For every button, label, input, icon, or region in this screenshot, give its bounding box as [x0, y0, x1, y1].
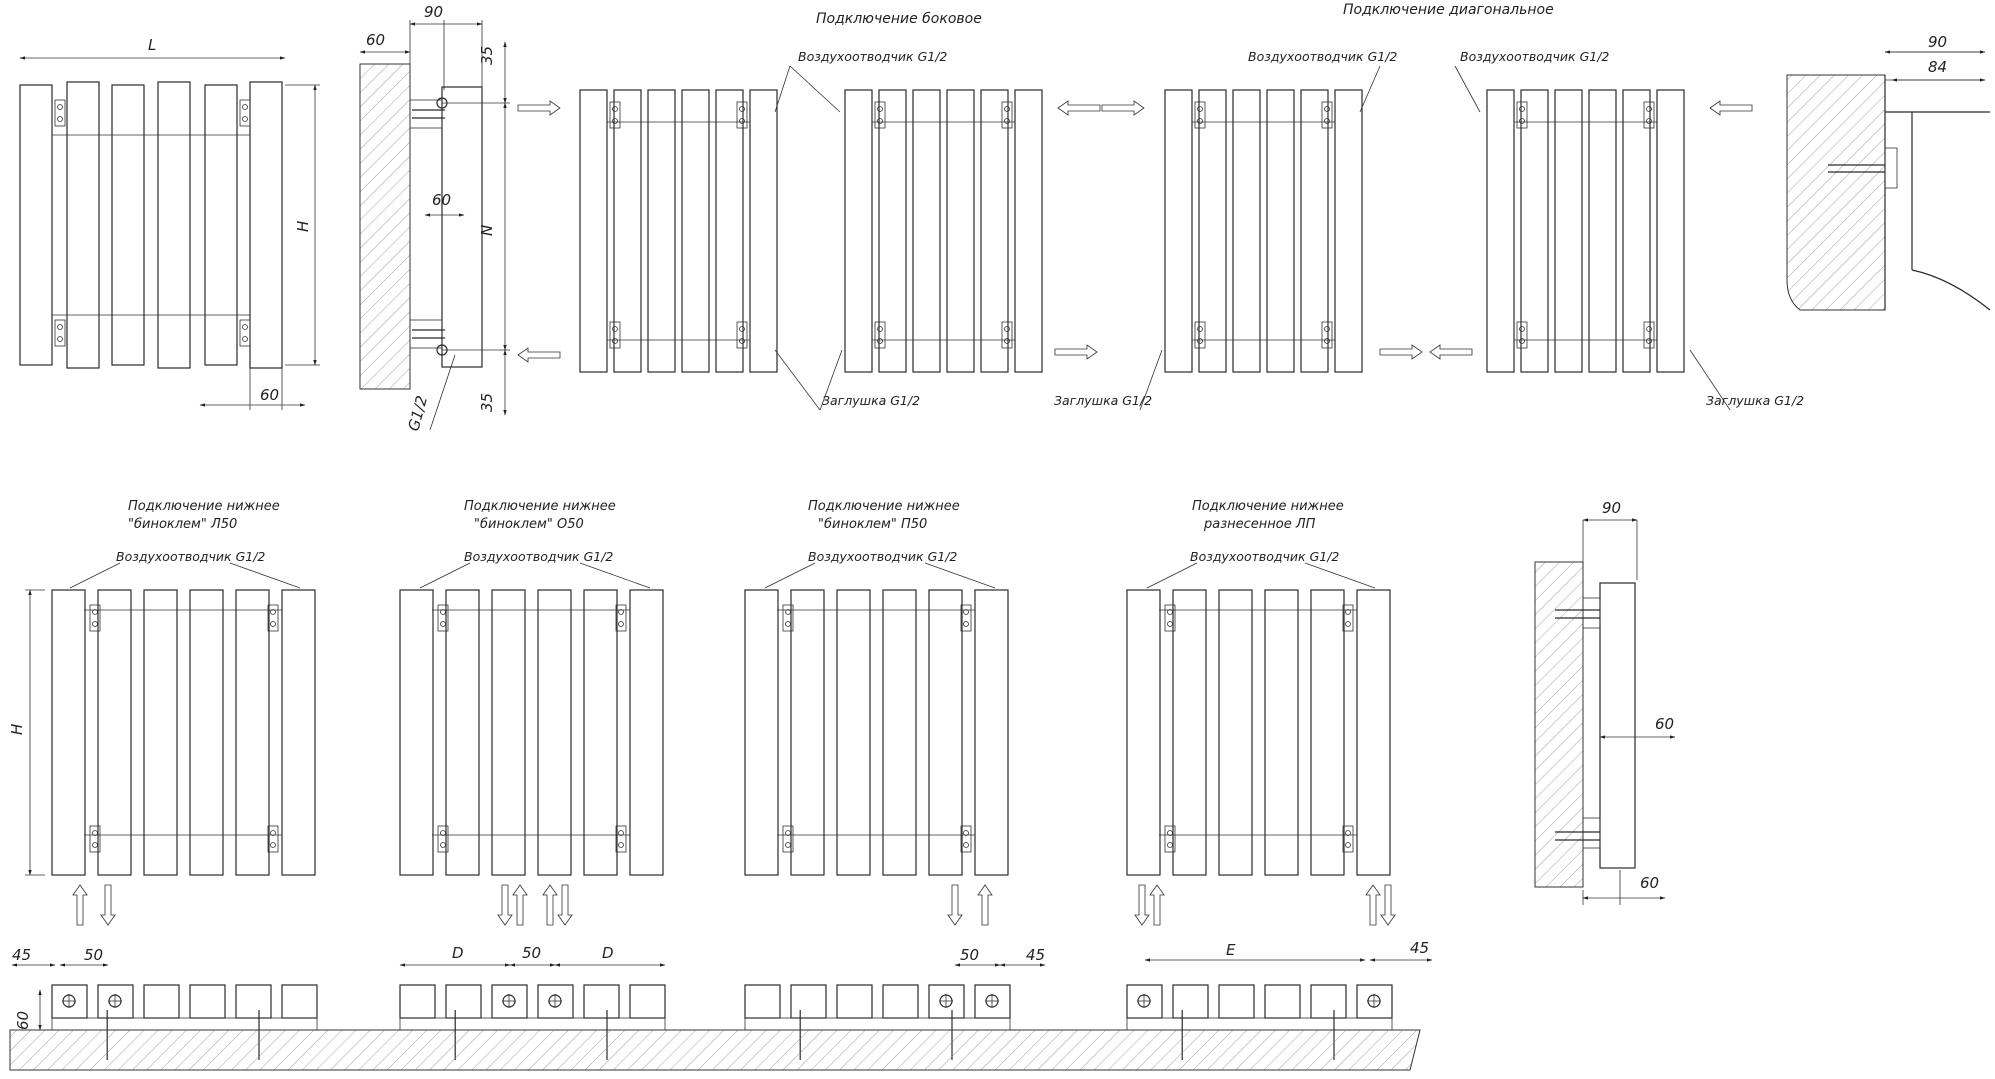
bottom-rad-1-column [52, 590, 85, 875]
valve-port [243, 117, 248, 122]
plug-label-2: Заглушка G1/2 [1054, 393, 1153, 408]
valve-port [878, 327, 883, 332]
valve-port [1647, 119, 1652, 124]
wall-bracket [410, 320, 442, 348]
valve-port [58, 325, 63, 330]
plan-4-section [1357, 985, 1392, 1018]
flow-in-arrow [518, 101, 560, 115]
valve-port [964, 622, 969, 627]
plan-3-section [883, 985, 918, 1018]
dim-50-panel2: 50 [522, 944, 542, 962]
side-rad-2-column [845, 90, 872, 372]
side-rad-2-column [879, 90, 906, 372]
diag-rad-2-column [1657, 90, 1684, 372]
valve-fitting [737, 322, 747, 348]
side-rad-1-column [716, 90, 743, 372]
valve-port [271, 622, 276, 627]
flow-arrow [1058, 101, 1100, 115]
diag-rad-1-column [1199, 90, 1226, 372]
diag-rad-2-column [1589, 90, 1616, 372]
valve-port [613, 107, 618, 112]
valve-port [243, 105, 248, 110]
valve-port [1325, 339, 1330, 344]
bottom-title-3-line2: "биноклем" П50 [818, 517, 928, 532]
valve-port [1647, 327, 1652, 332]
valve-port [1168, 843, 1173, 848]
plug-label-3: Заглушка G1/2 [1706, 393, 1805, 408]
valve-port [1325, 327, 1330, 332]
radiator-edge [1912, 270, 1990, 310]
flow-arrow [1380, 345, 1422, 359]
dim-84-wall-top: 84 [1928, 58, 1948, 76]
valve-port [93, 622, 98, 627]
valve-port [243, 325, 248, 330]
bottom-rad-2-column [538, 590, 571, 875]
valve-fitting [737, 102, 747, 128]
drawing-line [765, 563, 815, 588]
air-vent-label-2: Воздухоотводчик G1/2 [1248, 49, 1398, 64]
plan-3-section [837, 985, 872, 1018]
valve-port [58, 117, 63, 122]
valve-fitting [1002, 322, 1012, 348]
plan-3-section [929, 985, 964, 1018]
flow-arrow [1366, 885, 1380, 925]
leader-plug [775, 350, 820, 410]
bottom-rad-2-column [584, 590, 617, 875]
bottom-rad-4-column [1265, 590, 1298, 875]
valve-fitting [610, 322, 620, 348]
radiator-column [205, 85, 237, 365]
plan-4-section [1127, 985, 1162, 1018]
wall-bracket [1885, 148, 1897, 188]
valve-fitting [55, 100, 65, 126]
radiator-side-body [1600, 583, 1635, 868]
plan-3-section [975, 985, 1010, 1018]
plan-2-section [400, 985, 435, 1018]
side-rad-1-column [614, 90, 641, 372]
valve-port [964, 843, 969, 848]
valve-port [1325, 107, 1330, 112]
dim-45-panel4: 45 [1410, 939, 1430, 957]
dim-45-panel1: 45 [12, 946, 32, 964]
dim-35-top: 35 [478, 45, 496, 65]
radiator-column [67, 82, 99, 368]
valve-port [613, 327, 618, 332]
valve-fitting [1195, 322, 1205, 348]
valve-port [740, 107, 745, 112]
valve-fitting [875, 102, 885, 128]
flow-arrow [558, 885, 572, 925]
valve-port [1647, 339, 1652, 344]
valve-port [878, 339, 883, 344]
bottom-rad-4-column [1127, 590, 1160, 875]
wall-bracket [1583, 598, 1600, 628]
valve-fitting [1195, 102, 1205, 128]
dim-N: N [478, 224, 496, 236]
bottom-rad-3-column [975, 590, 1008, 875]
plan-3-section [745, 985, 780, 1018]
dim-D-left: D [452, 944, 464, 962]
drawing-line [925, 563, 995, 588]
dim-D-right: D [602, 944, 614, 962]
plan-2-section [584, 985, 619, 1018]
dim-G12: G1/2 [404, 393, 432, 434]
flow-arrow [1102, 101, 1144, 115]
valve-port [1005, 119, 1010, 124]
dim-60-wall-mid: 60 [1655, 715, 1675, 733]
flow-arrow [101, 885, 115, 925]
bottom-rad-1-column [236, 590, 269, 875]
plan-4-section [1311, 985, 1346, 1018]
drawing-line [1305, 563, 1375, 588]
radiator-side-body [442, 87, 482, 367]
radiator-column [112, 85, 144, 365]
plan-4-section [1219, 985, 1254, 1018]
drawing-line [230, 563, 300, 588]
valve-fitting [55, 320, 65, 346]
bottom-rad-3-column [929, 590, 962, 875]
diag-rad-2-column [1487, 90, 1514, 372]
plan-1-section [190, 985, 225, 1018]
bottom-rad-1-column [144, 590, 177, 875]
valve-fitting [1517, 322, 1527, 348]
dim-90-wall-bottom: 90 [1602, 499, 1622, 517]
side-rad-2-column [947, 90, 974, 372]
bottom-title-2-line1: Подключение нижнее [464, 499, 616, 514]
valve-port [619, 622, 624, 627]
side-rad-1-column [682, 90, 709, 372]
dim-60-front: 60 [260, 386, 280, 404]
plan-2-base [400, 1018, 665, 1030]
valve-port [1520, 119, 1525, 124]
plan-4-section [1265, 985, 1300, 1018]
flow-arrow [498, 885, 512, 925]
bottom-rad-3-column [791, 590, 824, 875]
side-rad-1-column [750, 90, 777, 372]
leader-air-vent [1455, 66, 1480, 112]
dim-90-side: 90 [424, 3, 444, 21]
plan-2-section [538, 985, 573, 1018]
valve-fitting [1322, 322, 1332, 348]
bottom-rad-4-column [1219, 590, 1252, 875]
bottom-rad-4-column [1173, 590, 1206, 875]
valve-port [740, 119, 745, 124]
valve-port [740, 339, 745, 344]
valve-port [878, 119, 883, 124]
bottom-title-3-line1: Подключение нижнее [808, 499, 960, 514]
bottom-air-vent-2: Воздухоотводчик G1/2 [464, 549, 614, 564]
dim-60-side-top: 60 [366, 31, 386, 49]
dim-90-wall-top: 90 [1928, 33, 1948, 51]
valve-port [740, 327, 745, 332]
valve-port [271, 843, 276, 848]
air-vent-label-1: Воздухоотводчик G1/2 [798, 49, 948, 64]
bottom-title-4-line1: Подключение нижнее [1192, 499, 1344, 514]
drawing-line [1147, 563, 1197, 588]
diag-rad-1-column [1165, 90, 1192, 372]
valve-fitting [610, 102, 620, 128]
plan-2-section [492, 985, 527, 1018]
bottom-rad-3-column [837, 590, 870, 875]
flow-arrow [1055, 345, 1097, 359]
radiator-column [250, 82, 282, 368]
valve-fitting [240, 320, 250, 346]
flow-out-arrow [518, 348, 560, 362]
valve-port [243, 337, 248, 342]
valve-port [441, 843, 446, 848]
flow-arrow [1135, 885, 1149, 925]
diag-rad-2-column [1623, 90, 1650, 372]
valve-fitting [240, 100, 250, 126]
valve-port [613, 119, 618, 124]
bottom-rad-1-column [98, 590, 131, 875]
plan-3-base [745, 1018, 1010, 1030]
side-rad-2-column [981, 90, 1008, 372]
bottom-rad-2-column [400, 590, 433, 875]
valve-port [1520, 107, 1525, 112]
dim-50-panel1: 50 [84, 946, 104, 964]
diag-rad-2-column [1555, 90, 1582, 372]
valve-port [1168, 622, 1173, 627]
wall-bracket [1583, 818, 1600, 848]
dim-H-bottom: H [8, 723, 26, 735]
dim-L: L [148, 36, 157, 54]
dim-50-panel3: 50 [960, 946, 980, 964]
valve-port [613, 339, 618, 344]
valve-fitting [1644, 322, 1654, 348]
valve-fitting [1322, 102, 1332, 128]
leader-air-vent [1360, 66, 1380, 112]
diag-rad-1-column [1301, 90, 1328, 372]
valve-port [619, 843, 624, 848]
valve-port [1198, 327, 1203, 332]
bottom-title-4-line2: разнесенное ЛП [1204, 517, 1316, 532]
plan-4-section [1173, 985, 1208, 1018]
bottom-air-vent-3: Воздухоотводчик G1/2 [808, 549, 958, 564]
bottom-rad-2-column [492, 590, 525, 875]
valve-port [786, 843, 791, 848]
valve-port [58, 337, 63, 342]
valve-port [1198, 119, 1203, 124]
valve-port [1198, 107, 1203, 112]
dim-60-side-mid: 60 [432, 191, 452, 209]
flow-arrow [978, 885, 992, 925]
bottom-air-vent-1: Воздухоотводчик G1/2 [116, 549, 266, 564]
air-vent-label-3: Воздухоотводчик G1/2 [1460, 49, 1610, 64]
bottom-rad-4-column [1311, 590, 1344, 875]
valve-port [1647, 107, 1652, 112]
side-rad-2-column [1015, 90, 1042, 372]
dim-60-panel1: 60 [14, 1010, 32, 1030]
flow-arrow [948, 885, 962, 925]
plan-4-base [1127, 1018, 1392, 1030]
valve-port [1005, 107, 1010, 112]
title-side-connection: Подключение боковое [816, 11, 982, 27]
plan-2-section [446, 985, 481, 1018]
diag-rad-1-column [1233, 90, 1260, 372]
bottom-title-1-line2: "биноклем" Л50 [128, 517, 238, 532]
drawing-line [420, 563, 470, 588]
flow-arrow [513, 885, 527, 925]
valve-port [441, 622, 446, 627]
bottom-title-1-line1: Подключение нижнее [128, 499, 280, 514]
wall-hatch [1535, 562, 1583, 887]
valve-port [1346, 843, 1351, 848]
valve-port [1325, 119, 1330, 124]
title-diagonal-connection: Подключение диагональное [1343, 2, 1554, 18]
valve-port [1005, 339, 1010, 344]
valve-port [1198, 339, 1203, 344]
plan-1-section [282, 985, 317, 1018]
flow-arrow [543, 885, 557, 925]
wall-hatch [1787, 75, 1885, 310]
flow-arrow [1430, 345, 1472, 359]
valve-port [1005, 327, 1010, 332]
bottom-rad-1-column [282, 590, 315, 875]
leader-air-vent [790, 66, 840, 112]
dim-35-bottom: 35 [478, 392, 496, 412]
side-rad-1-column [580, 90, 607, 372]
valve-port [878, 107, 883, 112]
plan-1-section [236, 985, 271, 1018]
bottom-title-2-line2: "биноклем" O50 [474, 517, 584, 532]
valve-fitting [1644, 102, 1654, 128]
radiator-column [158, 82, 190, 368]
wall-hatch [360, 64, 410, 389]
dim-45-panel3: 45 [1026, 946, 1046, 964]
plug-label-1: Заглушка G1/2 [822, 393, 921, 408]
leader-air-vent [775, 66, 790, 112]
bottom-rad-2-column [446, 590, 479, 875]
valve-fitting [875, 322, 885, 348]
bottom-rad-2-column [630, 590, 663, 875]
bottom-air-vent-4: Воздухоотводчик G1/2 [1190, 549, 1340, 564]
valve-fitting [1517, 102, 1527, 128]
floor-hatch [10, 1030, 1420, 1070]
side-rad-2-column [913, 90, 940, 372]
plan-1-section [144, 985, 179, 1018]
bottom-rad-3-column [745, 590, 778, 875]
plan-1-base [52, 1018, 317, 1030]
plan-1-section [98, 985, 133, 1018]
diag-rad-1-column [1267, 90, 1294, 372]
diag-rad-1-column [1335, 90, 1362, 372]
diag-rad-2-column [1521, 90, 1548, 372]
dim-60-wall-bottom: 60 [1640, 874, 1660, 892]
valve-fitting [1002, 102, 1012, 128]
valve-port [58, 105, 63, 110]
plan-3-section [791, 985, 826, 1018]
plan-1-section [52, 985, 87, 1018]
drawing-line [580, 563, 650, 588]
valve-port [93, 843, 98, 848]
bottom-rad-4-column [1357, 590, 1390, 875]
valve-port [786, 622, 791, 627]
flow-arrow [73, 885, 87, 925]
valve-port [1520, 327, 1525, 332]
side-rad-1-column [648, 90, 675, 372]
drawing-line [70, 563, 120, 588]
dim-H-front: H [294, 220, 312, 232]
bottom-rad-3-column [883, 590, 916, 875]
flow-arrow [1150, 885, 1164, 925]
flow-arrow [1710, 101, 1752, 115]
valve-port [1520, 339, 1525, 344]
bottom-rad-1-column [190, 590, 223, 875]
dim-E: E [1226, 941, 1236, 959]
valve-port [1346, 622, 1351, 627]
plan-2-section [630, 985, 665, 1018]
flow-arrow [1381, 885, 1395, 925]
radiator-column [20, 85, 52, 365]
